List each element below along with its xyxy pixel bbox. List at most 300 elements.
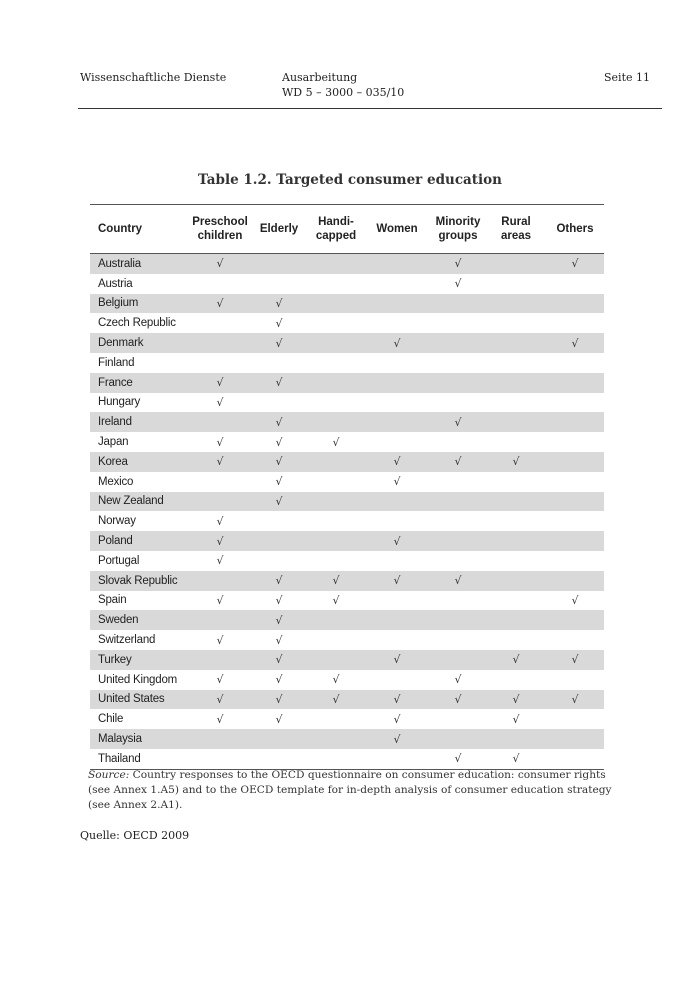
check-cell [486,452,546,472]
check-cell [250,571,308,591]
checkmark-icon: √ [571,692,579,706]
check-cell [364,630,430,650]
check-cell [546,749,604,769]
checkmark-icon: √ [216,296,224,310]
checkmark-icon: √ [454,257,462,271]
checkmark-icon: √ [393,534,401,548]
check-cell [190,670,250,690]
table-row [90,690,604,710]
checkmark-icon: √ [393,732,401,746]
check-cell [546,511,604,531]
check-cell [546,729,604,749]
check-cell [430,749,486,769]
check-cell [250,452,308,472]
country-cell: Australia [90,254,190,274]
check-cell [546,630,604,650]
checkmark-icon: √ [275,376,283,390]
table-row [90,492,604,512]
table-row [90,412,604,432]
checkmark-icon: √ [571,653,579,667]
check-cell [190,313,250,333]
checkmark-icon: √ [571,593,579,607]
country-cell: Hungary [98,396,141,409]
check-cell [250,709,308,729]
country-cell: Japan [98,436,129,449]
check-cell [430,531,486,551]
country-cell: Austria [98,277,133,290]
table-row [90,571,604,591]
check-cell [486,254,546,274]
column-header-line: Rural [501,216,531,228]
check-cell [190,274,250,294]
checkmark-icon: √ [393,653,401,667]
country-cell: Malaysia [90,729,190,749]
check-cell [250,690,308,710]
check-cell [308,472,364,492]
checkmark-icon: √ [512,455,520,469]
check-cell [546,531,604,551]
country-cell: Norway [98,515,136,528]
check-cell [250,254,308,274]
table-row [90,670,604,690]
checkmark-icon: √ [216,257,224,271]
check-cell [430,333,486,353]
column-header-line: Country [98,223,143,235]
checkmark-icon: √ [275,613,283,627]
country-cell: Ireland [90,412,190,432]
country-cell: Thailand [98,752,141,765]
check-cell [486,511,546,531]
country-cell: Turkey [90,650,190,670]
check-cell [250,294,308,314]
country-cell: Switzerland [98,634,156,647]
check-cell [546,650,604,670]
column-header [486,205,546,254]
column-header [250,205,308,254]
column-header [364,205,430,254]
check-cell [308,333,364,353]
checkmark-icon: √ [571,257,579,271]
table-row [90,650,604,670]
checkmark-icon: √ [216,376,224,390]
check-cell [430,610,486,630]
column-header-line: Preschool [192,216,248,228]
checkmark-icon: √ [216,514,224,528]
check-cell [364,729,430,749]
check-cell [546,313,604,333]
check-cell [190,610,250,630]
table-row [90,333,604,353]
check-cell [430,294,486,314]
check-cell [546,452,604,472]
check-cell [430,670,486,690]
check-cell [308,670,364,690]
check-cell [364,591,430,611]
check-cell [486,709,546,729]
check-cell [364,373,430,393]
country-cell: Finland [98,356,135,369]
check-cell [308,373,364,393]
check-cell [190,531,250,551]
check-cell [486,432,546,452]
check-cell [364,412,430,432]
check-cell [486,274,546,294]
checkmark-icon: √ [216,712,224,726]
column-header [308,205,364,254]
check-cell [546,432,604,452]
table-title: Table 1.2. Targeted consumer education [198,172,502,188]
header-document-info [282,70,404,100]
table-row [90,749,604,769]
check-cell [308,412,364,432]
check-cell [364,551,430,571]
check-cell [308,650,364,670]
check-cell [364,274,430,294]
check-cell [486,412,546,432]
checkmark-icon: √ [275,712,283,726]
country-cell: United States [90,690,190,710]
table-row [90,709,604,729]
check-cell [308,551,364,571]
country-cell: Chile [98,713,124,726]
header-doc-type: Ausarbeitung [282,71,358,84]
check-cell [190,551,250,571]
check-cell [546,571,604,591]
table-row [90,452,604,472]
check-cell [364,749,430,769]
checkmark-icon: √ [393,455,401,469]
check-cell [486,591,546,611]
column-header-line: Handi- [318,216,354,228]
check-cell [546,591,604,611]
check-cell [250,729,308,749]
checkmark-icon: √ [275,494,283,508]
check-cell [486,294,546,314]
check-cell [430,709,486,729]
country-cell: Poland [90,531,190,551]
country-cell: France [90,373,190,393]
checkmark-icon: √ [275,475,283,489]
checkmark-icon: √ [332,673,340,687]
checkmark-icon: √ [454,752,462,766]
column-header [190,205,250,254]
column-header-line: groups [438,230,478,242]
checkmark-icon: √ [512,752,520,766]
check-cell [250,749,308,769]
country-cell: Sweden [90,610,190,630]
check-cell [486,630,546,650]
table-source-note [88,768,618,813]
source-label: Source: [88,769,130,781]
check-cell [308,313,364,333]
check-cell [308,294,364,314]
check-cell [430,412,486,432]
check-cell [546,492,604,512]
check-cell [308,432,364,452]
country-cell: Mexico [98,475,134,488]
country-cell: Belgium [90,294,190,314]
checkmark-icon: √ [216,534,224,548]
check-cell [430,591,486,611]
check-cell [308,749,364,769]
checkmark-icon: √ [275,574,283,588]
country-cell: Czech Republic [98,317,176,330]
check-cell [430,492,486,512]
check-cell [250,333,308,353]
check-cell [430,630,486,650]
check-cell [546,294,604,314]
check-cell [430,511,486,531]
check-cell [364,254,430,274]
check-cell [546,670,604,690]
check-cell [308,610,364,630]
checkmark-icon: √ [275,653,283,667]
check-cell [486,749,546,769]
check-cell [308,630,364,650]
check-cell [364,313,430,333]
check-cell [430,274,486,294]
check-cell [250,274,308,294]
checkmark-icon: √ [216,395,224,409]
check-cell [364,393,430,413]
check-cell [364,650,430,670]
column-header [546,205,604,254]
table-header [90,205,604,254]
check-cell [250,412,308,432]
quelle-citation: Quelle: OECD 2009 [80,829,190,842]
checkmark-icon: √ [216,593,224,607]
check-cell [308,591,364,611]
table-row [90,472,604,492]
check-cell [546,709,604,729]
check-cell [364,472,430,492]
checkmark-icon: √ [332,574,340,588]
check-cell [546,353,604,373]
country-cell: Slovak Republic [90,571,190,591]
country-cell: United Kingdom [98,673,178,686]
checkmark-icon: √ [275,435,283,449]
checkmark-icon: √ [512,692,520,706]
check-cell [364,492,430,512]
check-cell [250,492,308,512]
checkmark-icon: √ [393,475,401,489]
column-header-country [90,205,190,254]
checkmark-icon: √ [393,712,401,726]
check-cell [364,452,430,472]
checkmark-icon: √ [275,673,283,687]
header-divider [78,108,662,109]
check-cell [486,690,546,710]
header-page-number: Seite 11 [604,71,650,84]
checkmark-icon: √ [571,336,579,350]
check-cell [364,353,430,373]
checkmark-icon: √ [275,336,283,350]
check-cell [486,670,546,690]
table-row [90,591,604,611]
check-cell [486,472,546,492]
check-cell [430,650,486,670]
check-cell [190,650,250,670]
checkmark-icon: √ [275,455,283,469]
check-cell [190,333,250,353]
check-cell [546,373,604,393]
check-cell [546,333,604,353]
check-cell [190,571,250,591]
check-cell [486,313,546,333]
checkmark-icon: √ [216,455,224,469]
check-cell [190,432,250,452]
check-cell [430,551,486,571]
check-cell [250,393,308,413]
check-cell [486,353,546,373]
check-cell [250,610,308,630]
country-cell: Denmark [90,333,190,353]
check-cell [190,393,250,413]
check-cell [250,313,308,333]
check-cell [546,610,604,630]
check-cell [250,650,308,670]
check-cell [546,551,604,571]
checkmark-icon: √ [275,296,283,310]
check-cell [190,709,250,729]
check-cell [308,393,364,413]
table-row [90,531,604,551]
check-cell [364,432,430,452]
check-cell [190,749,250,769]
country-cell: Spain [98,594,127,607]
table-row [90,254,604,274]
check-cell [486,531,546,551]
column-header-line: children [197,230,243,242]
check-cell [250,472,308,492]
check-cell [486,393,546,413]
checkmark-icon: √ [275,692,283,706]
country-cell: Korea [90,452,190,472]
check-cell [364,571,430,591]
checkmark-icon: √ [216,435,224,449]
consumer-education-table [90,204,604,770]
check-cell [308,254,364,274]
check-cell [486,373,546,393]
check-cell [430,729,486,749]
column-header-line: Minority [435,216,481,228]
check-cell [190,412,250,432]
check-cell [190,630,250,650]
check-cell [430,393,486,413]
table-row [90,511,604,531]
table-row [90,393,604,413]
check-cell [190,690,250,710]
column-header-line: capped [315,230,357,242]
table-row [90,551,604,571]
check-cell [364,690,430,710]
check-cell [250,511,308,531]
checkmark-icon: √ [216,633,224,647]
check-cell [430,432,486,452]
table-row [90,373,604,393]
check-cell [364,511,430,531]
checkmark-icon: √ [393,692,401,706]
checkmark-icon: √ [275,415,283,429]
checkmark-icon: √ [454,415,462,429]
checkmark-icon: √ [275,593,283,607]
header-doc-number: WD 5 – 3000 – 035/10 [282,86,405,99]
check-cell [250,591,308,611]
check-cell [308,511,364,531]
check-cell [364,294,430,314]
check-cell [308,274,364,294]
checkmark-icon: √ [332,593,340,607]
check-cell [430,690,486,710]
check-cell [308,452,364,472]
checkmark-icon: √ [332,692,340,706]
check-cell [430,373,486,393]
check-cell [190,729,250,749]
check-cell [486,333,546,353]
check-cell [190,294,250,314]
check-cell [430,571,486,591]
check-cell [250,531,308,551]
check-cell [430,254,486,274]
checkmark-icon: √ [454,673,462,687]
check-cell [308,353,364,373]
check-cell [486,551,546,571]
check-cell [190,353,250,373]
header-institution: Wissenschaftliche Dienste [80,71,227,84]
checkmark-icon: √ [512,653,520,667]
check-cell [430,452,486,472]
check-cell [250,670,308,690]
check-cell [250,373,308,393]
checkmark-icon: √ [393,336,401,350]
check-cell [546,274,604,294]
check-cell [308,690,364,710]
table-row [90,610,604,630]
check-cell [546,690,604,710]
source-text: Country responses to the OECD questionnaire on consumer education: consumer rights (see Annex 1.A5) and to the OECD template for in-depth analysis of consumer education strategy (see Annex 2.A1). [88,769,612,811]
table-row [90,313,604,333]
checkmark-icon: √ [275,633,283,647]
check-cell [546,472,604,492]
check-cell [308,729,364,749]
check-cell [308,709,364,729]
check-cell [486,571,546,591]
check-cell [190,254,250,274]
check-cell [486,650,546,670]
checkmark-icon: √ [454,692,462,706]
column-header [430,205,486,254]
check-cell [190,373,250,393]
check-cell [190,452,250,472]
checkmark-icon: √ [332,435,340,449]
column-header-line: Elderly [259,223,299,235]
check-cell [190,492,250,512]
checkmark-icon: √ [454,574,462,588]
table-row [90,729,604,749]
checkmark-icon: √ [454,277,462,291]
check-cell [364,333,430,353]
check-cell [190,472,250,492]
checkmark-icon: √ [216,692,224,706]
check-cell [250,630,308,650]
check-cell [308,571,364,591]
check-cell [190,511,250,531]
check-cell [190,591,250,611]
check-cell [430,353,486,373]
table-row [90,353,604,373]
checkmark-icon: √ [512,712,520,726]
check-cell [486,492,546,512]
